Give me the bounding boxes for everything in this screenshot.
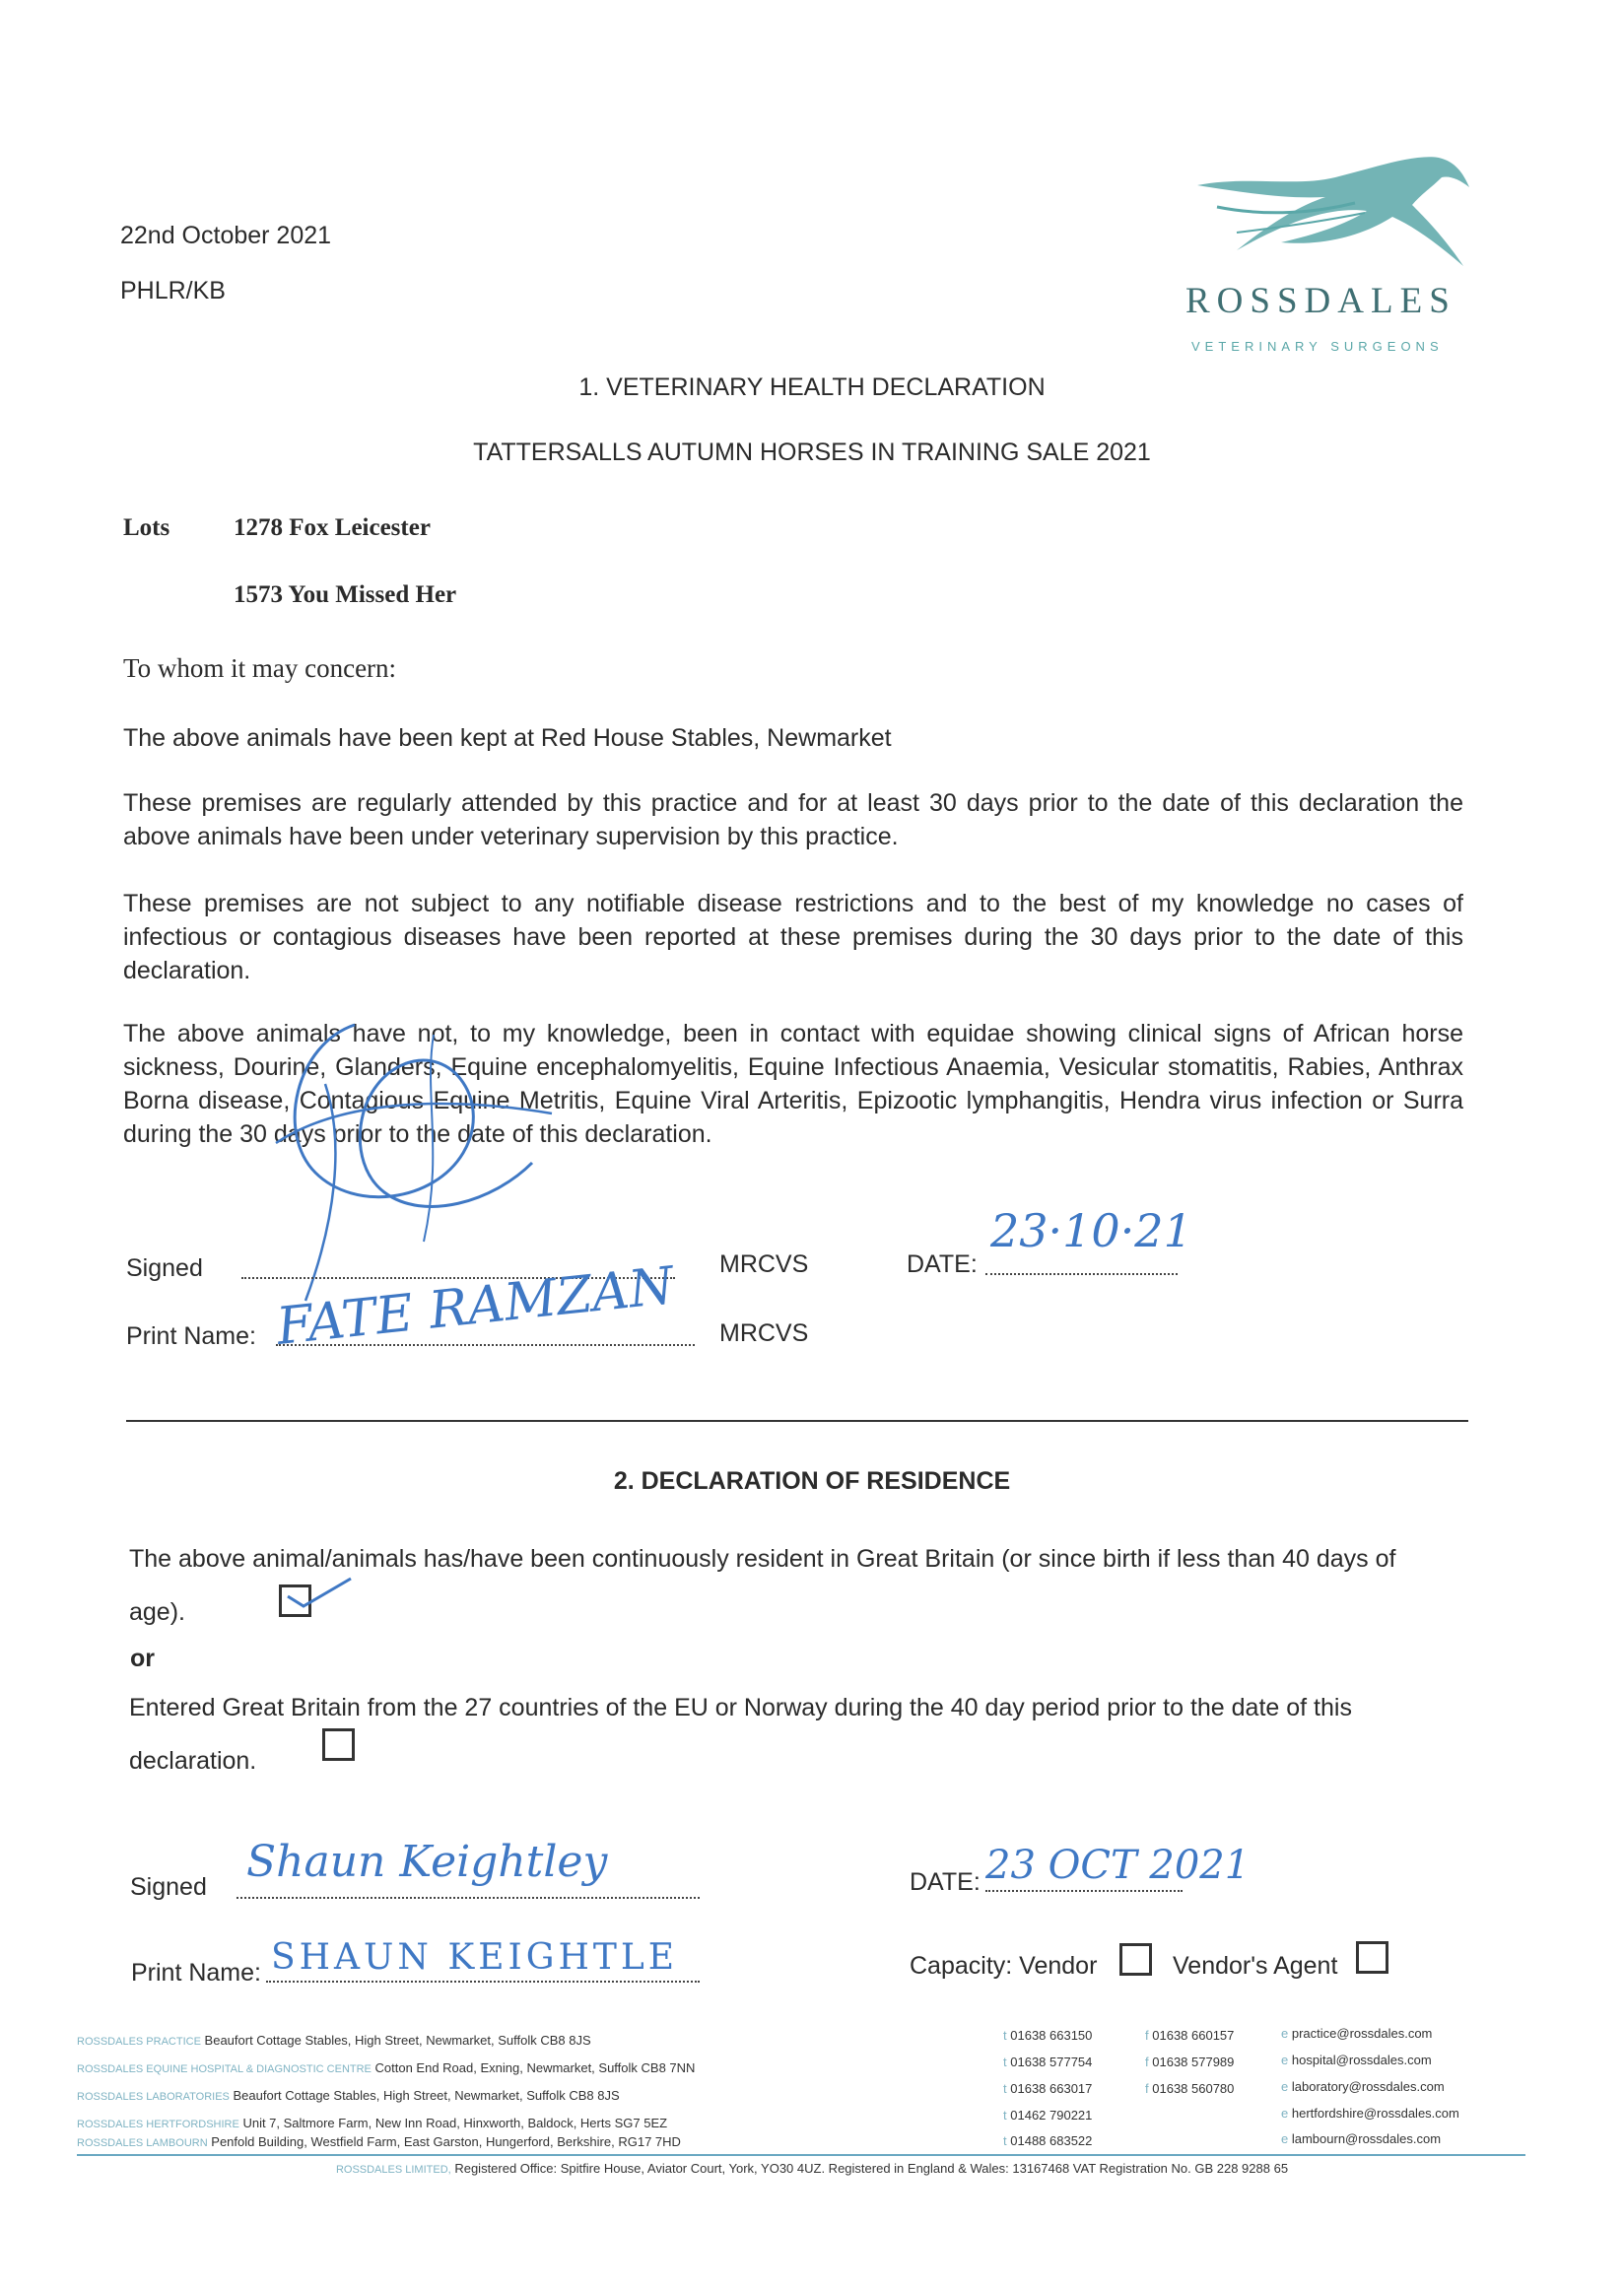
date-line	[985, 1273, 1178, 1275]
footer-email-value: hertfordshire@rossdales.com	[1291, 2106, 1459, 2121]
tel-prefix: t	[1003, 2133, 1007, 2148]
footer-tel	[1003, 2081, 1092, 2097]
capacity-agent-checkbox[interactable]	[1356, 1941, 1388, 1974]
footer-site-label: ROSSDALES HERTFORDSHIRE	[77, 2119, 239, 2130]
footer-fax-value: 01638 577989	[1152, 2055, 1235, 2069]
footer-fax	[1145, 2081, 1234, 2097]
print-name-line	[266, 1981, 700, 1983]
mrcvs-label: MRCVS	[719, 1319, 809, 1347]
footer-email	[1281, 2079, 1445, 2095]
footer-email-value: hospital@rossdales.com	[1291, 2053, 1432, 2067]
mrcvs-label: MRCVS	[719, 1250, 809, 1278]
paragraph: The above animals have been kept at Red House Stables, Newmarket	[123, 724, 892, 752]
footer-site	[77, 2116, 667, 2132]
date-line	[985, 1890, 1183, 1892]
footer-tel	[1003, 2133, 1092, 2149]
capacity-vendor-checkbox[interactable]	[1119, 1943, 1152, 1976]
footer-site-address: Beaufort Cottage Stables, High Street, Newmarket, Suffolk CB8 8JS	[204, 2033, 591, 2048]
section1-subtitle: TATTERSALLS AUTUMN HORSES IN TRAINING SALE 2021	[473, 438, 1151, 466]
email-prefix: e	[1281, 2026, 1289, 2041]
registered-label: ROSSDALES LIMITED,	[335, 2164, 451, 2176]
footer-site-address: Beaufort Cottage Stables, High Street, Newmarket, Suffolk CB8 8JS	[233, 2088, 620, 2103]
footer-site-address: Cotton End Road, Exning, Newmarket, Suffolk CB8 7NN	[374, 2060, 696, 2075]
letter-date: 22nd October 2021	[120, 222, 332, 249]
footer-fax-value: 01638 660157	[1152, 2028, 1235, 2043]
or-label: or	[130, 1645, 155, 1672]
footer-site-label: ROSSDALES PRACTICE	[77, 2036, 201, 2048]
print-name-handwritten: FATE RAMZAN	[273, 1256, 677, 1357]
footer-site	[77, 2134, 681, 2151]
footer-registered	[0, 2161, 1624, 2178]
footer-site-address: Penfold Building, Westfield Farm, East Garston, Hungerford, Berkshire, RG17 7HD	[211, 2134, 681, 2149]
footer-tel	[1003, 2028, 1092, 2044]
section1-title: 1. VETERINARY HEALTH DECLARATION	[578, 373, 1046, 401]
date-label: DATE:	[907, 1250, 978, 1278]
fax-prefix: f	[1145, 2055, 1149, 2069]
logo-tagline: VETERINARY SURGEONS	[1191, 339, 1444, 354]
fax-prefix: f	[1145, 2081, 1149, 2096]
residence-checkbox-2[interactable]	[322, 1728, 355, 1761]
date-handwritten: 23·10·21	[990, 1204, 1192, 1257]
email-prefix: e	[1281, 2053, 1289, 2067]
footer-site-address: Unit 7, Saltmore Farm, New Inn Road, Hinxworth, Baldock, Herts SG7 5EZ	[242, 2116, 668, 2130]
lot-item: 1573 You Missed Her	[234, 581, 457, 608]
tel-prefix: t	[1003, 2108, 1007, 2123]
print-name-handwritten: SHAUN KEIGHTLE	[271, 1937, 679, 1978]
footer-site	[77, 2033, 591, 2050]
footer-fax	[1145, 2055, 1234, 2070]
salutation: To whom it may concern:	[123, 653, 397, 683]
rossdales-logo	[1178, 148, 1473, 365]
footer-fax-value: 01638 560780	[1152, 2081, 1235, 2096]
footer-email	[1281, 2026, 1432, 2042]
tel-prefix: t	[1003, 2055, 1007, 2069]
section-divider	[126, 1420, 1468, 1422]
footer-tel-value: 01488 683522	[1010, 2133, 1093, 2148]
paragraph: These premises are not subject to any notifiable disease restrictions and to the best of my knowledge no cases of infectious or contagious diseases have been reported at these premises during the 30 days prior to the date of this declaration.	[123, 890, 1463, 984]
footer-divider	[77, 2154, 1525, 2156]
email-prefix: e	[1281, 2131, 1289, 2146]
footer-email	[1281, 2053, 1432, 2068]
paragraph: The above animals have not, to my knowledge, been in contact with equidae showing clinical signs of African horse sickness, Dourine, Glanders, Equine encephalomyelitis, Equine Infectious Anaemia, Vesicular stomatitis, Rabies, Anthrax Borna disease, Contagious Equine Metritis, Equine Viral Arteritis, Epizootic lymphangitis, Hendra virus infection or Surra during the 30 days prior to the date of this declaration.	[123, 1020, 1463, 1148]
section2-title: 2. DECLARATION OF RESIDENCE	[613, 1467, 1011, 1495]
footer-tel	[1003, 2055, 1092, 2070]
footer-email	[1281, 2131, 1441, 2147]
email-prefix: e	[1281, 2106, 1289, 2121]
logo-name: ROSSDALES	[1185, 281, 1456, 321]
registered-text: Registered Office: Spitfire House, Aviator Court, York, YO30 4UZ. Registered in England & Wales: 13167468 VAT Registration No. GB 228 9288 65	[454, 2161, 1289, 2176]
footer-site-label: ROSSDALES LAMBOURN	[77, 2137, 208, 2149]
footer-tel-value: 01638 663150	[1010, 2028, 1093, 2043]
vendors-agent-label: Vendor's Agent	[1173, 1952, 1338, 1980]
footer-tel	[1003, 2108, 1092, 2123]
horse-logo-icon	[1178, 148, 1473, 286]
date-handwritten: 23 OCT 2021	[985, 1843, 1251, 1888]
footer-tel-value: 01638 663017	[1010, 2081, 1093, 2096]
footer-fax	[1145, 2028, 1234, 2044]
signed-label: Signed	[126, 1254, 203, 1282]
letter-reference: PHLR/KB	[120, 277, 226, 304]
footer-site	[77, 2060, 695, 2077]
signed-label: Signed	[130, 1873, 207, 1901]
footer-email-value: laboratory@rossdales.com	[1291, 2079, 1445, 2094]
footer-site-label: ROSSDALES LABORATORIES	[77, 2091, 230, 2103]
footer-site-label: ROSSDALES EQUINE HOSPITAL & DIAGNOSTIC CENTRE	[77, 2063, 372, 2075]
footer-site	[77, 2088, 620, 2105]
signature-line	[237, 1897, 700, 1899]
footer-email	[1281, 2106, 1459, 2122]
residence-option1-text: The above animal/animals has/have been continuously resident in Great Britain (or since birth if less than 40 days of age).	[129, 1545, 1396, 1626]
date-label: DATE:	[910, 1868, 981, 1896]
footer-tel-value: 01462 790221	[1010, 2108, 1093, 2123]
tel-prefix: t	[1003, 2028, 1007, 2043]
lots-label: Lots	[123, 514, 170, 541]
footer-email-value: practice@rossdales.com	[1291, 2026, 1433, 2041]
tel-prefix: t	[1003, 2081, 1007, 2096]
checkmark-icon	[286, 1575, 355, 1610]
vendor-signature: Shaun Keightley	[246, 1837, 608, 1887]
residence-option2	[129, 1681, 1400, 1787]
footer-tel-value: 01638 577754	[1010, 2055, 1093, 2069]
footer-email-value: lambourn@rossdales.com	[1291, 2131, 1442, 2146]
print-name-label: Print Name:	[126, 1322, 256, 1350]
capacity-label: Capacity: Vendor	[910, 1952, 1098, 1980]
paragraph: These premises are regularly attended by this practice and for at least 30 days prior to the date of this declaration the above animals have been under veterinary supervision by this practice.	[123, 789, 1463, 850]
print-name-label: Print Name:	[131, 1959, 261, 1987]
lot-item: 1278 Fox Leicester	[234, 514, 431, 541]
email-prefix: e	[1281, 2079, 1289, 2094]
fax-prefix: f	[1145, 2028, 1149, 2043]
residence-option2-text: Entered Great Britain from the 27 countries of the EU or Norway during the 40 day period prior to the date of this declaration.	[129, 1694, 1352, 1775]
